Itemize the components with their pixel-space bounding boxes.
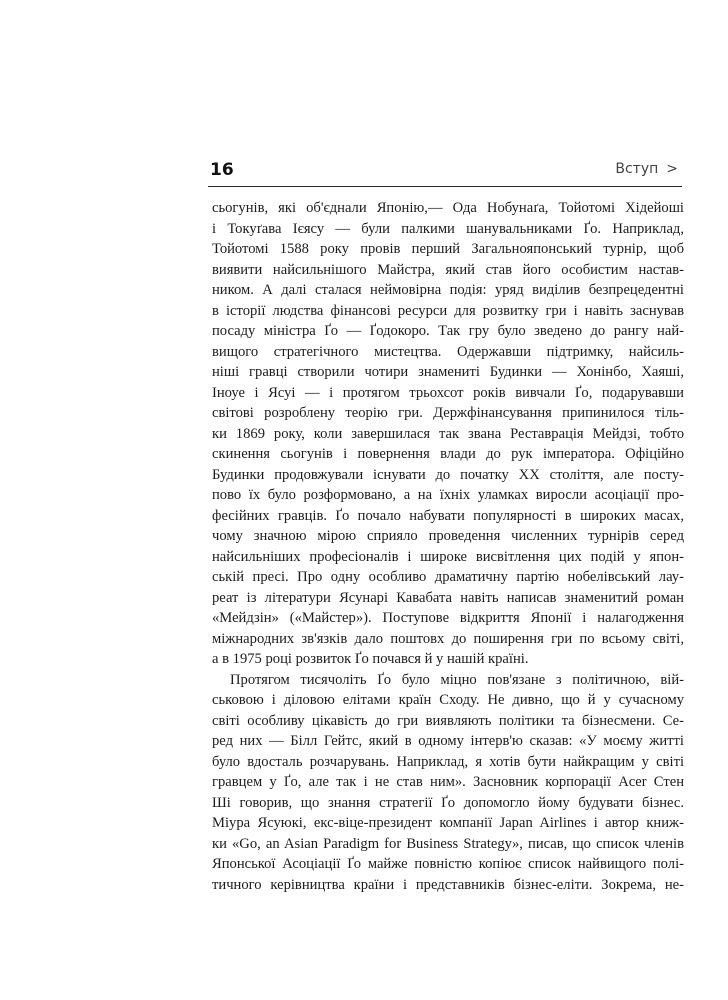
text-line: «Мейдзін» («Майстер»). Поступове відкриття Японії і налагодження [212, 610, 684, 626]
text-line: вищого стратегічного мистецтва. Одержавши підтримку, найсиль- [212, 343, 684, 360]
text-line: Протягом тисячоліть Ґо було міцно пов'язане з політичною, вій- [230, 671, 684, 688]
page-number: 16 [210, 160, 234, 180]
text-line: посаду міністра Ґо — Ґодокоро. Так гру було зведено до рангу най- [212, 323, 684, 339]
text-line: і Токуґава Ієясу — були палкими шанувальниками Ґо. Наприклад, [212, 220, 684, 237]
text-line: світові розроблену теорію гри. Держфінансування припинилося тіль- [212, 405, 684, 421]
text-line: тичного керівництва країни і представників бізнес-еліти. Зокрема, не- [212, 876, 684, 893]
text-line: фесійних гравців. Ґо почало набувати популярності в широких масах, [212, 507, 684, 524]
text-line: міжнародних зв'язків дало поштовх до поширення гри по всьому світі, [212, 630, 684, 647]
text-line: Японської Асоціації Ґо майже повністю копіює список найвищого полі- [212, 856, 684, 872]
text-line: пово їх було розформовано, а на їхніх уламках виросли асоціації про- [212, 487, 684, 503]
text-line: реат із літератури Ясунарі Кавабата навіть написав знаменитий роман [212, 589, 684, 606]
text-line: було вдосталь розчарувань. Наприклад, я хотів бути найкращим у світі [212, 753, 684, 770]
text-line: Іноуе і Ясуі — і протягом трьохсот років вивчали Ґо, подарувавши [212, 384, 684, 401]
next-arrow-icon: > [666, 161, 678, 177]
running-head [615, 161, 678, 177]
text-line: сьогунів, які об'єднали Японію,— Ода Нобунаґа, Тойотомі Хідейоші [212, 200, 684, 216]
text-line: Міура Ясуюкі, екс-віце-президент компанії Japan Airlines і автор книж- [212, 815, 684, 831]
text-line: в історії людства фінансові ресурси для розвитку гри і навіть заснував [212, 302, 684, 319]
text-line: Будинки продовжували існувати до початку XX століття, але посту- [212, 466, 684, 483]
text-line: ред них — Білл Гейтс, який в одному інтерв'ю сказав: «У моєму житті [212, 733, 684, 749]
text-line: ки «Go, an Asian Paradigm for Business Strategy», писав, що список членів [212, 835, 684, 852]
text-line: скинення сьогунів і повернення влади до рук імператора. Офіційно [212, 446, 684, 462]
text-line: виявити найсильнішого Майстра, який став його особистим настав- [212, 261, 684, 278]
text-line: гравцем у Ґо, але так і не став ним». Засновник корпорації Acer Стен [212, 774, 684, 790]
paragraph-2 [212, 670, 684, 896]
text-line: найсильніших професіоналів і широке висвітлення цих подій у япон- [212, 548, 684, 565]
text-line: ській пресі. Про одну особливо драматичну партію нобелівський лау- [212, 569, 684, 585]
text-line: а в 1975 році розвиток Ґо почався й у нашій країні. [212, 651, 529, 667]
text-line: ником. А далі сталася неймовірна подія: уряд виділив безпрецедентні [212, 282, 684, 298]
text-line: світі особливу цікавість до гри виявляють політики та бізнесмени. Се- [212, 712, 684, 729]
text-line: чому значною мірою сприяло проведення численних турнірів серед [212, 528, 684, 544]
text-line: ніші гравці створили чотири знамениті Будинки — Хонінбо, Хаяші, [212, 364, 684, 380]
body-text [212, 198, 684, 895]
paragraph-1 [212, 198, 684, 670]
header-rule [208, 186, 682, 187]
text-line: ки 1869 року, коли завершилася так звана Реставрація Мейдзі, тобто [212, 425, 684, 442]
text-line: Ші говорив, що знання стратегії Ґо допомогло йому будувати бізнес. [212, 794, 684, 811]
section-title: Вступ [615, 161, 659, 177]
text-line: Тойотомі 1588 року провів перший Загальнояпонський турнір, щоб [212, 241, 684, 257]
text-line: ськовою і діловою елітами країн Сходу. Не дивно, що й у сучасному [212, 692, 684, 708]
